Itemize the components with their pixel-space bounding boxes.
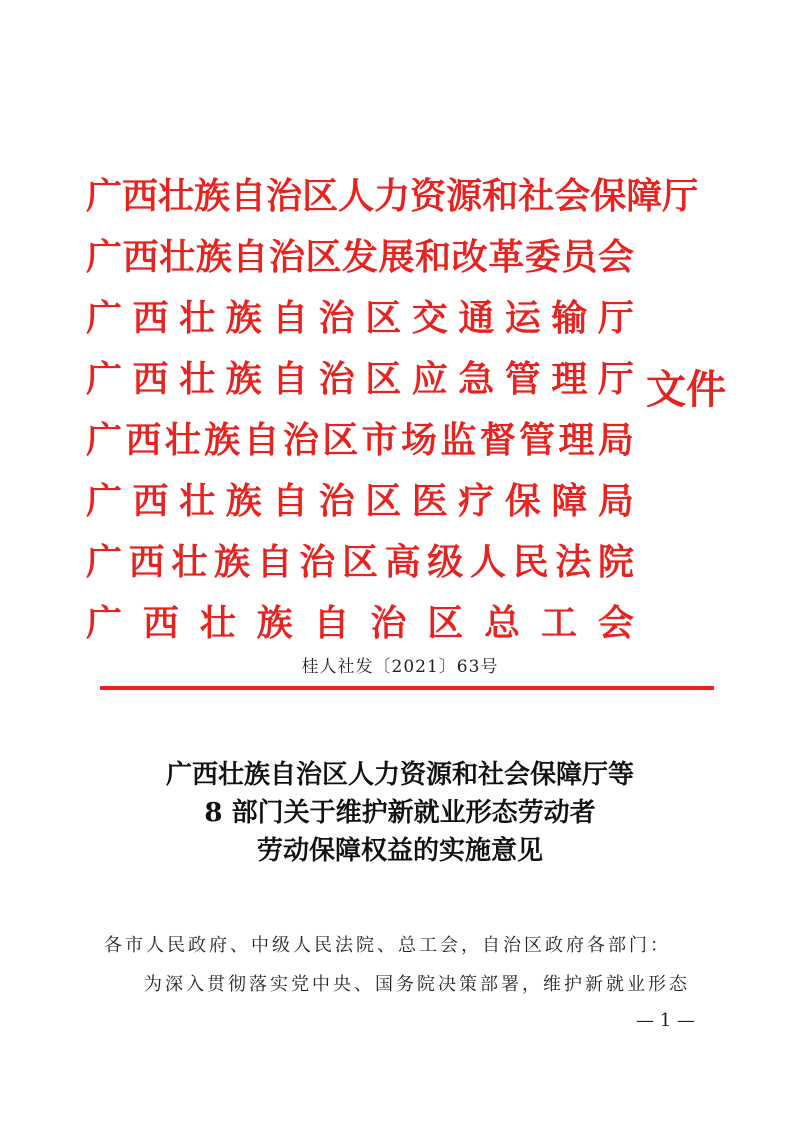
issuer-char: 自 [313,602,350,644]
issuer-char: 族 [225,480,262,522]
issuer-char: 西 [142,602,179,644]
document-title [0,756,800,870]
issuer-char: 西 [125,419,162,461]
issuer-char: 族 [195,236,232,278]
issuer-line [86,532,634,593]
issuer-char: 保 [590,175,627,217]
red-divider-line [100,686,714,690]
issuer-char: 厅 [662,175,699,217]
issuer-char: 和 [482,175,519,217]
issuer-char: 西 [122,236,159,278]
issuer-char: 自 [243,419,280,461]
issuer-char: 理 [551,358,588,400]
issuer-char: 治 [268,236,305,278]
issuer-char: 和 [415,236,452,278]
issuer-char: 人 [469,541,506,583]
issuer-char: 广 [86,480,123,522]
issuer-char: 院 [597,541,634,583]
issuer-char: 疗 [458,480,495,522]
issuer-char: 高 [384,541,421,583]
issuer-char: 广 [86,236,123,278]
issuer-char: 人 [338,175,375,217]
issuer-char: 会 [554,175,591,217]
issuer-char: 壮 [179,480,216,522]
issuer-char: 民 [512,541,549,583]
issuer-char: 社 [518,175,555,217]
issuer-line [86,166,699,227]
issuer-char: 自 [272,480,309,522]
issuer-char: 会 [597,236,634,278]
title-line-1: 广西壮族自治区人力资源和社会保障厅等 [165,760,634,790]
document-number: 桂人社发〔2021〕63号 [301,657,499,677]
issuer-char: 广 [86,419,123,461]
issuer-char: 区 [365,297,402,339]
issuer-char: 级 [427,541,464,583]
document-suffix: 文件 [646,366,726,413]
issuer-line [86,288,634,349]
issuer-char: 理 [558,419,595,461]
issuer-char: 自 [272,358,309,400]
title-line-3: 劳动保障权益的实施意见 [256,836,543,866]
issuer-char: 治 [318,358,355,400]
issuer-line [86,410,634,471]
issuer-char: 自 [230,175,267,217]
issuer-char: 市 [361,419,398,461]
issuer-line [86,593,634,654]
issuer-char: 广 [86,175,123,217]
issuer-char: 厅 [597,358,634,400]
issuer-char: 委 [524,236,561,278]
issuer-char: 治 [266,175,303,217]
issuer-char: 西 [132,480,169,522]
issuer-char: 族 [194,175,231,217]
issuer-char: 源 [446,175,483,217]
issuer-line [86,227,634,288]
issuer-char: 族 [204,419,241,461]
issuer-char: 区 [322,419,359,461]
issuer-char: 法 [555,541,592,583]
issuer-char: 保 [504,480,541,522]
issuer-char: 监 [440,419,477,461]
issuer-char: 西 [128,541,165,583]
issuer-char: 力 [374,175,411,217]
issuer-char: 壮 [159,236,196,278]
issuer-char: 壮 [179,297,216,339]
issuer-char: 医 [411,480,448,522]
issuer-char: 壮 [199,602,236,644]
issuer-char: 会 [597,602,634,644]
issuer-char: 障 [626,175,663,217]
issuer-char: 工 [541,602,578,644]
issuer-char: 壮 [158,175,195,217]
issuer-char: 区 [365,358,402,400]
issuer-line [86,471,634,532]
issuer-char: 族 [225,358,262,400]
issuer-char: 壮 [171,541,208,583]
issuer-char: 应 [411,358,448,400]
issuer-char: 族 [225,297,262,339]
issuer-char: 广 [86,297,123,339]
issuer-line [86,349,634,410]
issuer-char: 展 [378,236,415,278]
issuer-char: 自 [256,541,293,583]
issuer-char: 局 [597,419,634,461]
issuer-char: 治 [282,419,319,461]
issuer-char: 发 [341,236,378,278]
issuer-char: 族 [213,541,250,583]
issuer-char: 场 [401,419,438,461]
issuer-char: 区 [305,236,342,278]
issuer-char: 治 [318,480,355,522]
title-line-2: 8 部门关于维护新就业形态劳动者 [204,798,596,828]
issuer-char: 西 [122,175,159,217]
issuer-char: 治 [299,541,336,583]
issuer-char: 广 [86,358,123,400]
issuer-char: 区 [302,175,339,217]
issuer-char: 治 [318,297,355,339]
issuer-char: 广 [86,602,123,644]
issuer-char: 西 [132,358,169,400]
issuer-char: 管 [504,358,541,400]
issuer-char: 区 [365,480,402,522]
issuer-char: 治 [370,602,407,644]
issuer-char: 革 [488,236,525,278]
page-number: — 1 — [636,1010,695,1031]
issuer-char: 区 [427,602,464,644]
issuer-char: 广 [86,541,123,583]
issuer-char: 通 [458,297,495,339]
issuer-char: 输 [551,297,588,339]
issuer-char: 壮 [179,358,216,400]
issuer-char: 自 [232,236,269,278]
issuer-char: 厅 [597,297,634,339]
issuer-char: 资 [410,175,447,217]
issuer-char: 壮 [164,419,201,461]
issuer-char: 自 [272,297,309,339]
issuer-char: 区 [341,541,378,583]
issuer-char: 交 [411,297,448,339]
issuer-char: 总 [484,602,521,644]
issuer-char: 管 [519,419,556,461]
issuer-char: 障 [551,480,588,522]
issuer-char: 西 [132,297,169,339]
issuer-char: 改 [451,236,488,278]
issuer-char: 督 [479,419,516,461]
issuer-char: 局 [597,480,634,522]
issuer-char: 员 [561,236,598,278]
issuer-char: 运 [504,297,541,339]
recipients-line: 各市人民政府、中级人民法院、总工会，自治区政府各部门： [104,935,671,956]
body-paragraph-start: 为深入贯彻落实党中央、国务院决策部署，维护新就业形态 [144,974,690,995]
issuer-char: 族 [256,602,293,644]
issuer-char: 急 [458,358,495,400]
